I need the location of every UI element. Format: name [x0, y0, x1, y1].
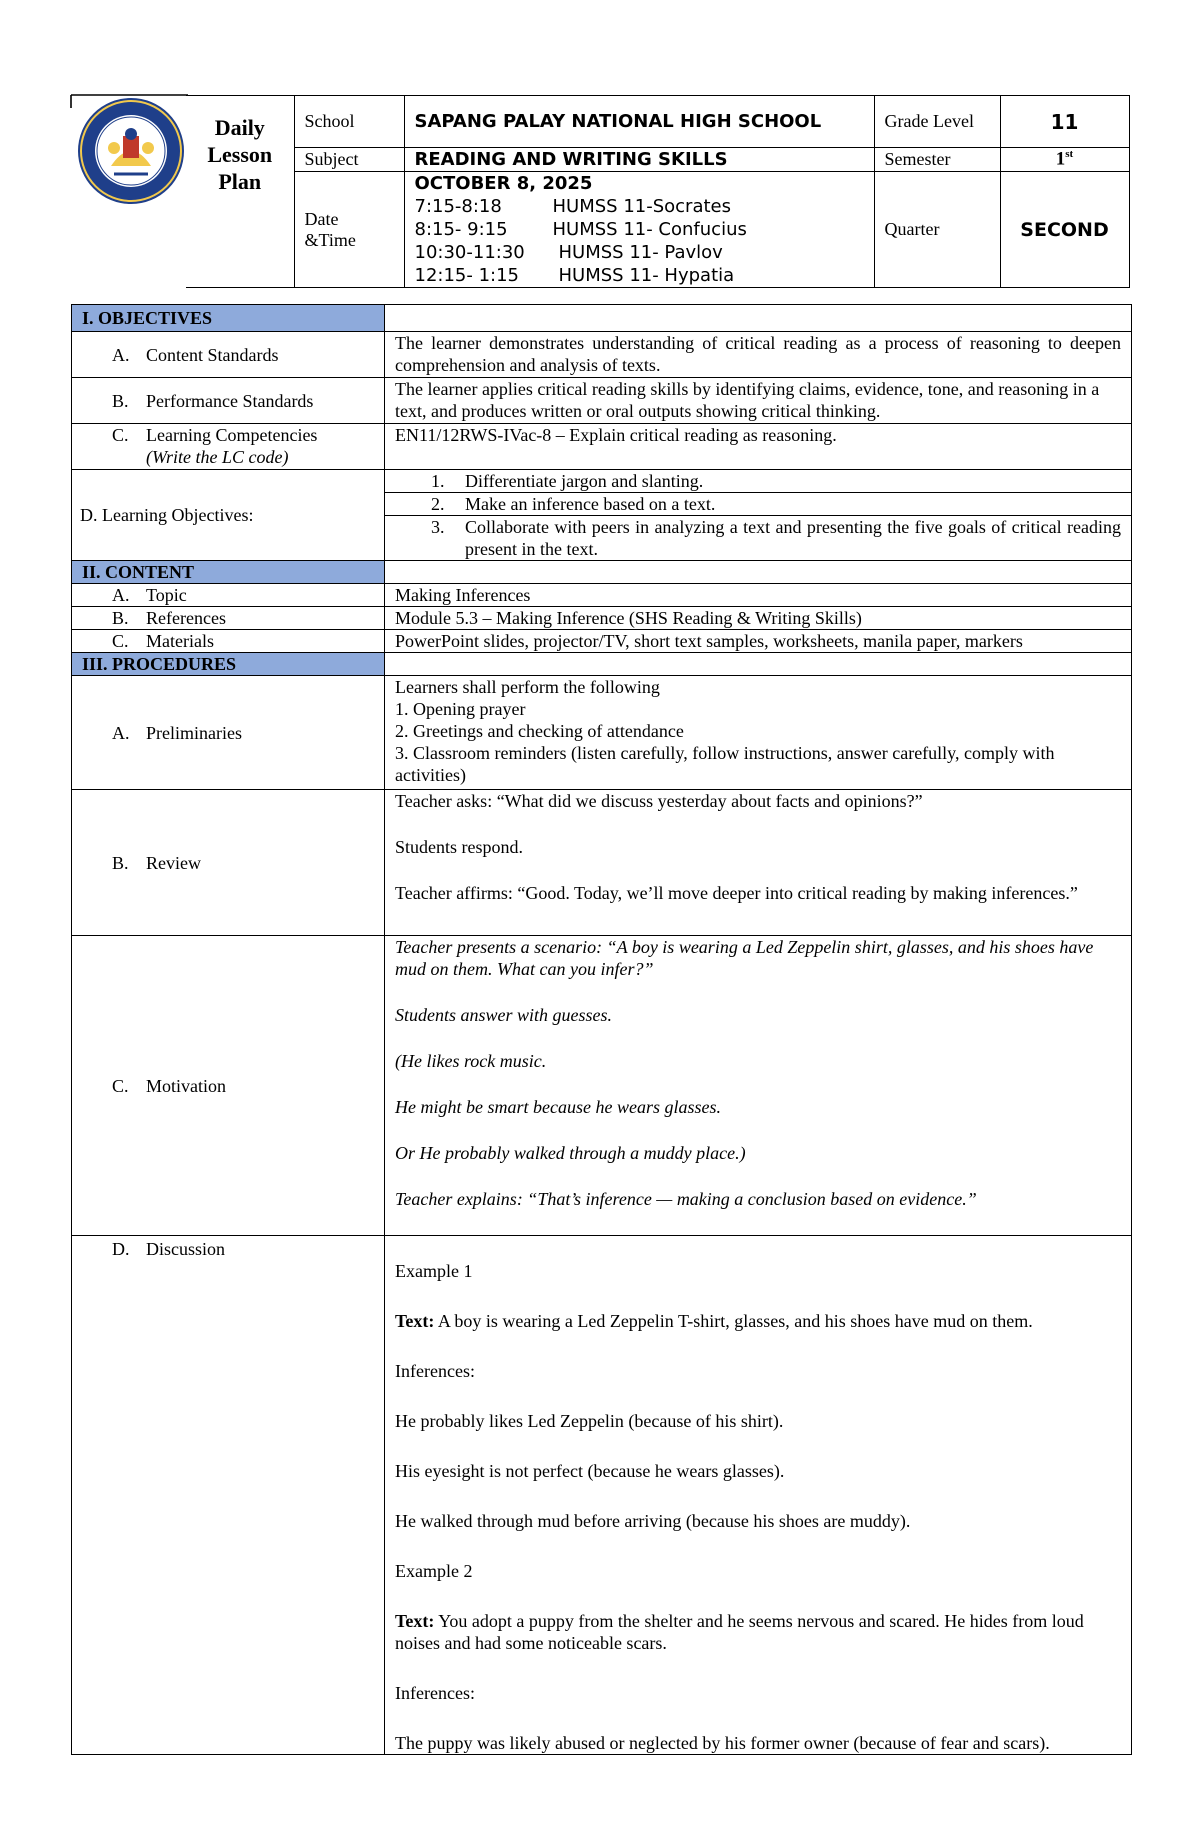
review-line: Teacher asks: “What did we discuss yesterday about facts and opinions?”: [395, 791, 923, 811]
review-line: Teacher affirms: “Good. Today, we’ll move deeper into critical reading by making inferences.”: [395, 883, 1078, 903]
item-label: Performance Standards: [146, 390, 314, 411]
item-letter: A.: [112, 585, 130, 605]
discussion-label: [72, 1236, 385, 1755]
objective-number: 1.: [431, 471, 445, 491]
item-letter: C.: [112, 425, 129, 445]
learning-competencies-label: [72, 424, 385, 470]
preliminaries-item: 3. Classroom reminders (listen carefully, follow instructions, answer carefully, comply with activities): [395, 743, 1055, 785]
item-label: Topic: [146, 585, 187, 605]
text-body: You adopt a puppy from the shelter and he seems nervous and scared. He hides from loud noises and had some noticeable scars.: [395, 1611, 1084, 1653]
subject-label: Subject: [294, 148, 404, 172]
item-label: References: [146, 608, 226, 628]
learning-objectives-list: [385, 470, 1132, 561]
schedule-section: HUMSS 11- Confucius: [552, 219, 747, 240]
schedule-time: 10:30-11:30: [414, 242, 525, 263]
motivation-line: Teacher explains: “That’s inference — making a conclusion based on evidence.”: [395, 1189, 977, 1209]
references-value: Module 5.3 – Making Inference (SHS Reading & Writing Skills): [385, 607, 1132, 630]
item-letter: B.: [112, 852, 129, 873]
objective-text: Make an inference based on a text.: [465, 494, 716, 514]
item-label: Learning Competencies: [146, 425, 318, 445]
lesson-plan-title-cell: [186, 96, 294, 288]
item-letter: A.: [112, 722, 130, 743]
objective-item: [385, 515, 1131, 560]
item-letter: B.: [112, 608, 129, 628]
content-standards-label: [72, 332, 385, 378]
example-text: [395, 1610, 1121, 1654]
item-letter: D.: [112, 1239, 130, 1259]
inference-line: His eyesight is not perfect (because he wears glasses).: [395, 1461, 785, 1481]
motivation-line: Students answer with guesses.: [395, 1005, 613, 1025]
preliminaries-intro: Learners shall perform the following: [395, 677, 660, 697]
inference-line: He walked through mud before arriving (because his shoes are muddy).: [395, 1511, 911, 1531]
performance-standards-text: The learner applies critical reading skills by identifying claims, evidence, tone, and reasoning in a text, and produces written or oral outputs showing critical thinking.: [385, 378, 1132, 424]
inference-line: The puppy was likely abused or neglected by his former owner (because of fear and scars).: [395, 1733, 1050, 1753]
preliminaries-content: [385, 676, 1132, 790]
item-label: Motivation: [146, 1075, 226, 1096]
procedures-heading: III. PROCEDURES: [72, 653, 385, 676]
text-label: Text:: [395, 1311, 435, 1331]
objective-item: [385, 492, 1131, 515]
item-label: Discussion: [146, 1239, 226, 1259]
schedule-time: 7:15-8:18: [414, 196, 502, 217]
semester-label: Semester: [874, 148, 1000, 172]
logo-cell: [71, 96, 186, 288]
example-title: Example 1: [395, 1261, 473, 1281]
review-content: [385, 790, 1132, 936]
inferences-label: Inferences:: [395, 1361, 475, 1381]
schedule-time: 12:15- 1:15: [414, 265, 520, 286]
datetime-label: Date &Time: [294, 172, 404, 288]
date-value: OCTOBER 8, 2025: [414, 173, 593, 194]
objective-number: 2.: [431, 494, 445, 514]
references-label: [72, 607, 385, 630]
schedule-section: HUMSS 11-Socrates: [552, 196, 731, 217]
performance-standards-label: [72, 378, 385, 424]
title-line-2: Lesson: [207, 142, 273, 167]
title-line-1: Daily: [214, 115, 265, 140]
grade-value: 11: [1000, 96, 1129, 148]
schedule-section: HUMSS 11- Hypatia: [558, 265, 735, 286]
schedule-row: [415, 218, 864, 241]
motivation-line: He might be smart because he wears glasses.: [395, 1097, 721, 1117]
item-letter: C.: [112, 631, 129, 651]
semester-number: 1: [1055, 148, 1066, 170]
motivation-line: (He likes rock music.: [395, 1051, 547, 1071]
preliminaries-item: 1. Opening prayer: [395, 699, 526, 719]
schedule-time: 8:15- 9:15: [414, 219, 508, 240]
review-label: [72, 790, 385, 936]
item-label: Content Standards: [146, 344, 279, 365]
content-heading: II. CONTENT: [72, 561, 385, 584]
quarter-label: Quarter: [874, 172, 1000, 288]
item-label: Materials: [146, 631, 214, 651]
semester-value: [1000, 148, 1129, 172]
objectives-heading-blank: [385, 305, 1132, 332]
motivation-line: Teacher presents a scenario: “A boy is wearing a Led Zeppelin shirt, glasses, and his shoes have mud on them. What can you infer?”: [395, 937, 1094, 979]
content-standards-text: The learner demonstrates understanding of critical reading as a process of reasoning to deepen comprehension and analysis of texts.: [385, 332, 1132, 378]
subject-value: READING AND WRITING SKILLS: [404, 148, 874, 172]
learning-competencies-text: EN11/12RWS-IVac-8 – Explain critical reading as reasoning.: [385, 424, 1132, 470]
item-letter: C.: [112, 1075, 129, 1096]
school-label: School: [294, 96, 404, 148]
grade-label: Grade Level: [874, 96, 1000, 148]
materials-value: PowerPoint slides, projector/TV, short text samples, worksheets, manila paper, markers: [385, 630, 1132, 653]
objective-item: [385, 470, 1131, 492]
objective-number: 3.: [431, 517, 445, 537]
preliminaries-label: [72, 676, 385, 790]
item-letter: B.: [112, 390, 129, 411]
discussion-content: [385, 1236, 1132, 1755]
text-label: Text:: [395, 1611, 435, 1631]
review-line: Students respond.: [395, 837, 523, 857]
motivation-label: [72, 936, 385, 1236]
item-label: Review: [146, 852, 201, 873]
preliminaries-item: 2. Greetings and checking of attendance: [395, 721, 684, 741]
item-label: Preliminaries: [146, 722, 242, 743]
topic-value: Making Inferences: [385, 584, 1132, 607]
topic-label: [72, 584, 385, 607]
content-heading-blank: [385, 561, 1132, 584]
objectives-heading: I. OBJECTIVES: [72, 305, 385, 332]
example-text: [395, 1310, 1121, 1332]
title-line-3: Plan: [218, 169, 262, 194]
objective-text: Collaborate with peers in analyzing a text and presenting the five goals of critical reading present in the text.: [465, 517, 1121, 559]
datetime-value: [404, 172, 874, 288]
learning-objectives-label: D. Learning Objectives:: [72, 470, 385, 561]
schedule-section: HUMSS 11- Pavlov: [558, 242, 723, 263]
schedule-row: [415, 264, 864, 287]
materials-label: [72, 630, 385, 653]
motivation-content: [385, 936, 1132, 1236]
header-table: [71, 95, 1130, 288]
school-seal-logo: [76, 96, 186, 206]
procedures-heading-blank: [385, 653, 1132, 676]
inferences-label: Inferences:: [395, 1683, 475, 1703]
item-letter: A.: [112, 344, 130, 365]
lesson-table: [71, 304, 1132, 1755]
motivation-line: Or He probably walked through a muddy place.): [395, 1143, 746, 1163]
text-body: A boy is wearing a Led Zeppelin T-shirt, glasses, and his shoes have mud on them.: [437, 1311, 1033, 1331]
schedule-row: [415, 195, 864, 218]
objective-text: Differentiate jargon and slanting.: [465, 471, 704, 491]
competencies-sublabel: (Write the LC code): [146, 447, 289, 467]
quarter-value: SECOND: [1000, 172, 1129, 288]
schedule-row: [415, 241, 864, 264]
example-title: Example 2: [395, 1561, 473, 1581]
semester-suffix: st: [1065, 148, 1074, 161]
school-value: SAPANG PALAY NATIONAL HIGH SCHOOL: [404, 96, 874, 148]
inference-line: He probably likes Led Zeppelin (because of his shirt).: [395, 1411, 784, 1431]
